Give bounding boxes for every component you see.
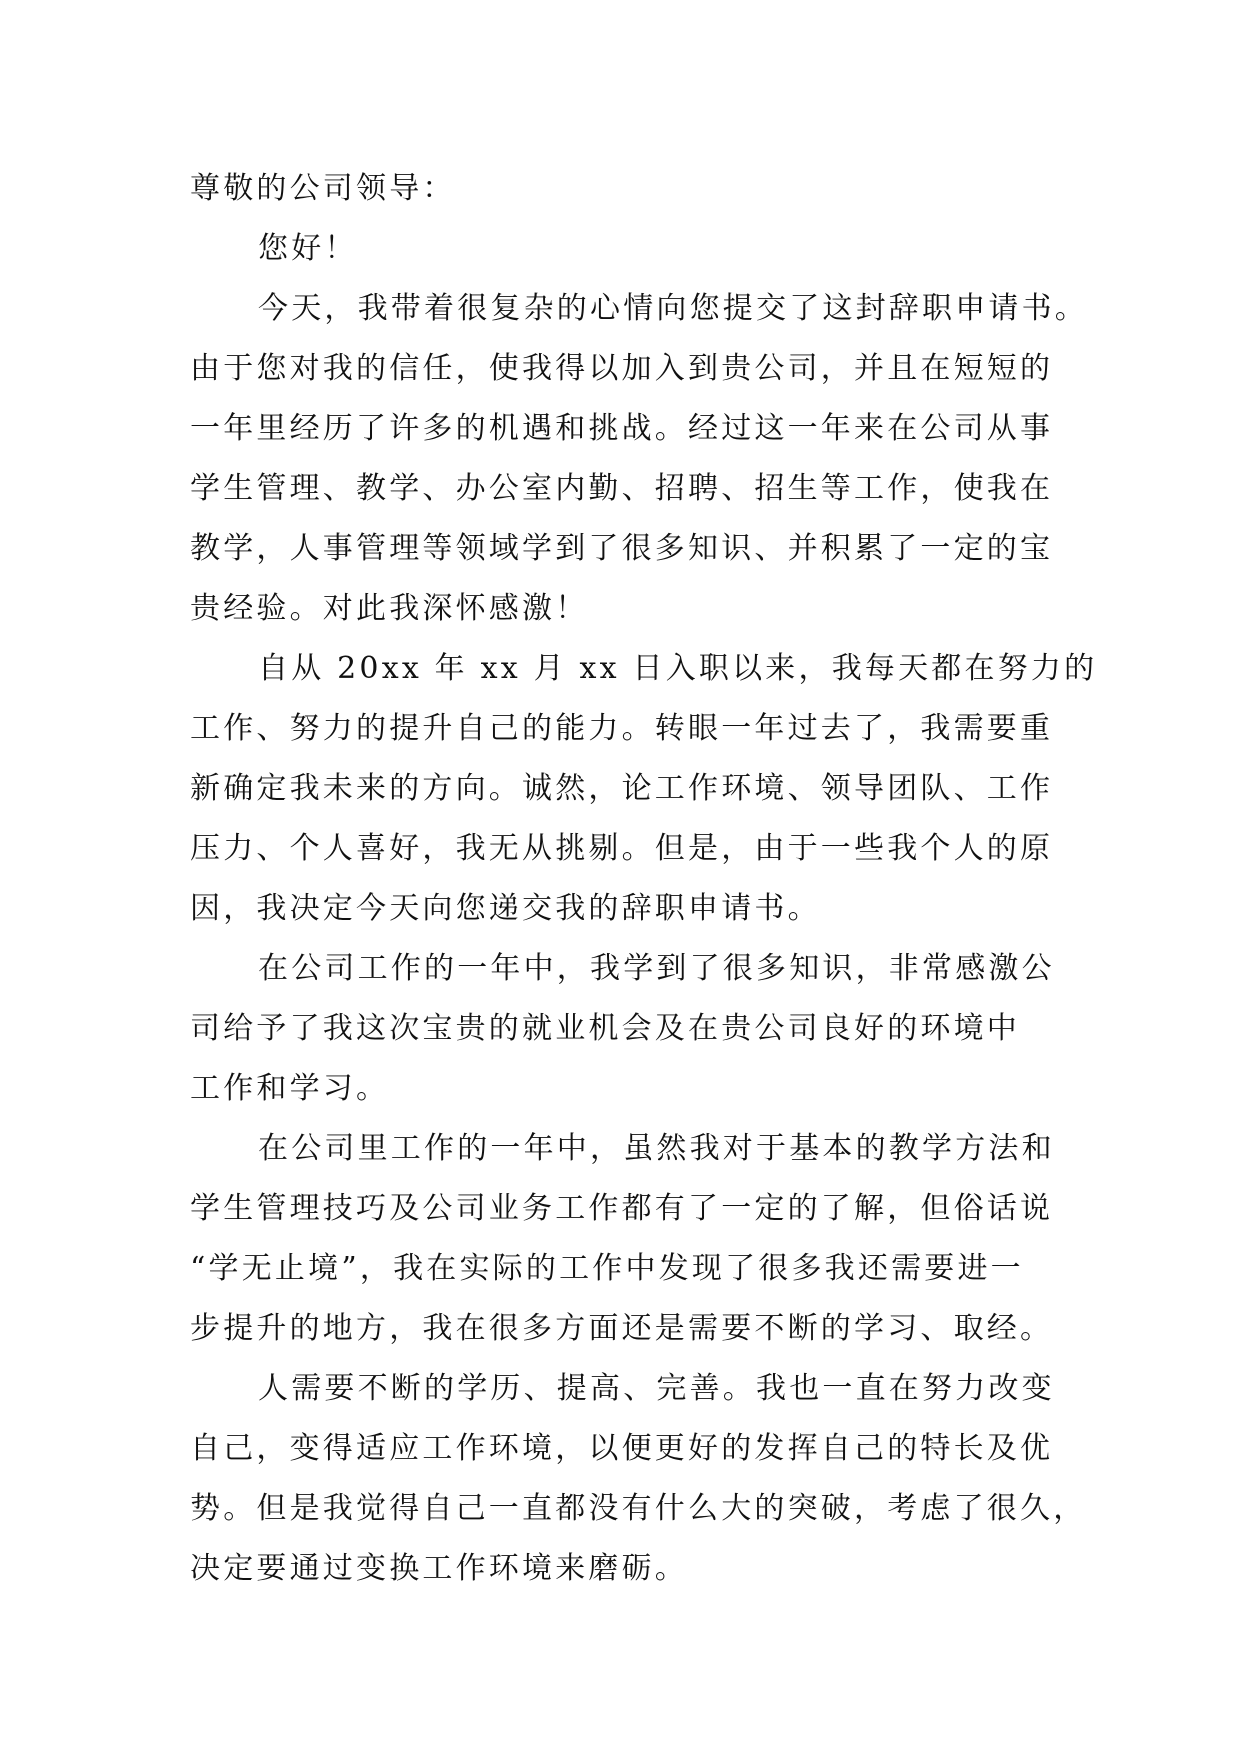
paragraph-line: 由于您对我的信任，使我得以加入到贵公司，并且在短短的: [190, 351, 1054, 386]
paragraph-2: [190, 639, 1098, 939]
paragraph-line: 教学，人事管理等领域学到了很多知识、并积累了一定的宝: [190, 531, 1054, 566]
paragraph-line: 司给予了我这次宝贵的就业机会及在贵公司良好的环境中: [190, 1011, 1020, 1046]
paragraph-line: 自己，变得适应工作环境，以便更好的发挥自己的特长及优: [190, 1431, 1054, 1466]
paragraph-line: 新确定我未来的方向。诚然，论工作环境、领导团队、工作: [190, 771, 1054, 806]
paragraph-line: 一年里经历了许多的机遇和挑战。经过这一年来在公司从事: [190, 411, 1054, 446]
paragraph-line: 学生管理、教学、办公室内勤、招聘、招生等工作，使我在: [190, 471, 1054, 506]
salutation: 尊敬的公司领导：: [190, 171, 456, 206]
paragraph-line: 人需要不断的学历、提高、完善。我也一直在努力改变: [258, 1371, 1055, 1406]
paragraph-4: [190, 1119, 1070, 1359]
paragraph-line: 工作、努力的提升自己的能力。转眼一年过去了，我需要重: [190, 711, 1054, 746]
paragraph-5: [190, 1359, 1087, 1599]
paragraph-3: [190, 939, 1070, 1119]
paragraph-line: “学无止境”，我在实际的工作中发现了很多我还需要进一: [190, 1251, 1024, 1286]
paragraph-line: 决定要通过变换工作环境来磨砺。: [190, 1551, 688, 1586]
paragraph-line: 因，我决定今天向您递交我的辞职申请书。: [190, 891, 821, 926]
paragraph-line: 贵经验。对此我深怀感激！: [190, 591, 589, 626]
paragraph-line: 在公司工作的一年中，我学到了很多知识，非常感激公: [258, 951, 1055, 986]
paragraph-line: 学生管理技巧及公司业务工作都有了一定的了解，但俗话说: [190, 1191, 1054, 1226]
paragraph-line: 压力、个人喜好，我无从挑剔。但是，由于一些我个人的原: [190, 831, 1054, 866]
paragraph-line: 今天，我带着很复杂的心情向您提交了这封辞职申请书。: [258, 291, 1088, 326]
paragraph-line: 势。但是我觉得自己一直都没有什么大的突破，考虑了很久，: [190, 1491, 1087, 1526]
resignation-letter: [190, 159, 1098, 1599]
greeting: 您好！: [258, 231, 358, 266]
paragraph-line: 工作和学习。: [190, 1071, 390, 1106]
paragraph-line: 步提升的地方，我在很多方面还是需要不断的学习、取经。: [190, 1311, 1054, 1346]
paragraph-line: 在公司里工作的一年中，虽然我对于基本的教学方法和: [258, 1131, 1055, 1166]
paragraph-line: 自从 20xx 年 xx 月 xx 日入职以来，我每天都在努力的: [258, 651, 1098, 686]
paragraph-1: [190, 279, 1088, 639]
